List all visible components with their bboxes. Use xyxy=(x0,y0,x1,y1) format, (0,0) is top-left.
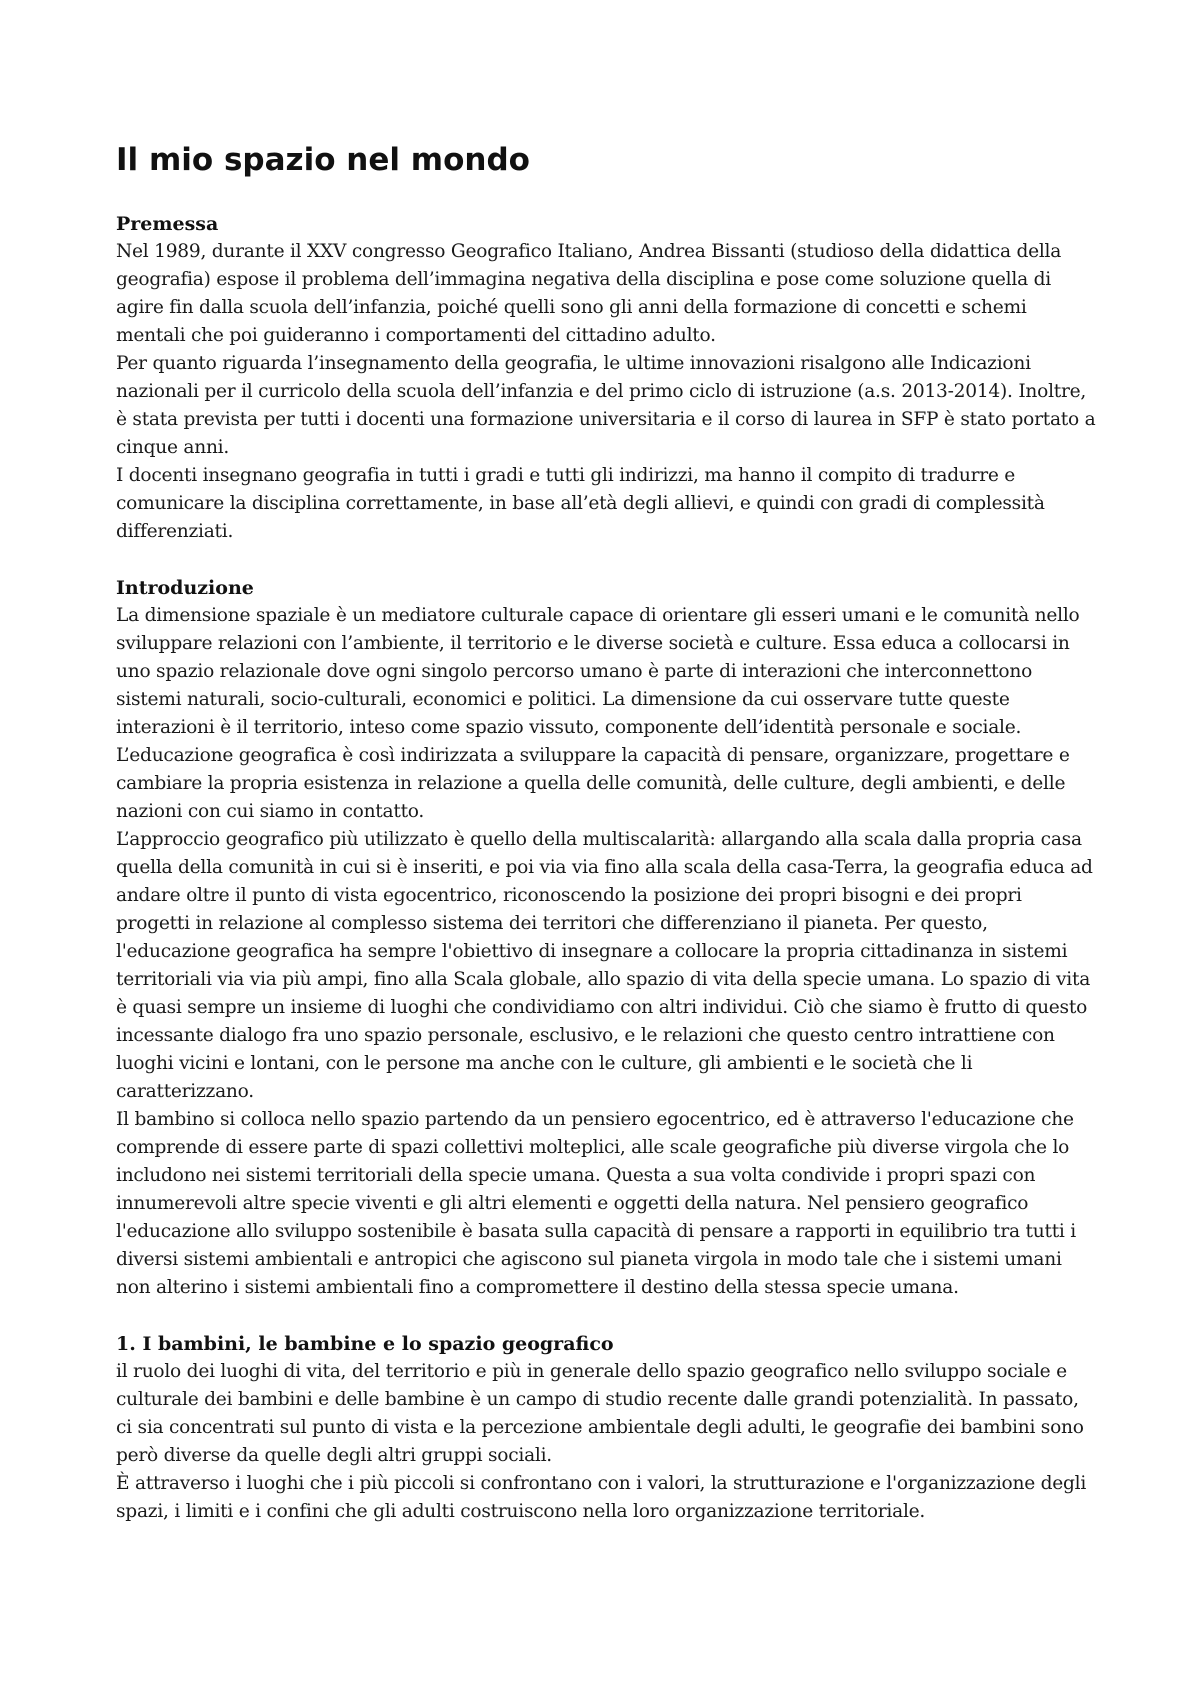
paragraph: L’approccio geografico più utilizzato è quello della multiscalarità: allargando alla scala dalla propria casa quella della comunità in cui si è inseriti, e poi via via fino alla scala della casa-Terra, la geografia educa ad andare oltre il punto di vista egocentrico, riconoscendo la posizione dei propri bisogni e dei propri progetti in relazione al complesso sistema dei territori che differenziano il pianeta. Per questo, l'educazione geografica ha sempre l'obiettivo di insegnare a collocare la propria cittadinanza in sistemi territoriali via via più ampi, fino alla Scala globale, allo spazio di vita della specie umana. Lo spazio di vita è quasi sempre un insieme di luoghi che condividiamo con altri individui. Ciò che siamo è frutto di questo incessante dialogo fra uno spazio personale, esclusivo, e le relazioni che questo centro intrattiene con luoghi vicini e lontani, con le persone ma anche con le culture, gli ambienti e le società che li caratterizzano. xyxy=(116,829,1093,1102)
paragraph: È attraverso i luoghi che i più piccoli si confrontano con i valori, la strutturazione e l'organizzazione degli spazi, i limiti e i confini che gli adulti costruiscono nella loro organizzazione territoriale. xyxy=(116,1473,1087,1522)
section-premessa xyxy=(116,210,1096,546)
paragraph: il ruolo dei luoghi di vita, del territorio e più in generale dello spazio geografico nello sviluppo sociale e culturale dei bambini e delle bambine è un campo di studio recente dalle grandi potenzialità. In passato, ci sia concentrati sul punto di vista e la percezione ambientale degli adulti, le geografie dei bambini sono però diverse da quelle degli altri gruppi sociali. xyxy=(116,1361,1084,1466)
paragraph: I docenti insegnano geografia in tutti i gradi e tutti gli indirizzi, ma hanno il compito di tradurre e comunicare la disciplina correttamente, in base all’età degli allievi, e quindi con gradi di complessità differenziati. xyxy=(116,465,1045,542)
section-heading: Premessa xyxy=(116,213,219,235)
document-body xyxy=(116,140,1096,1526)
section-introduzione xyxy=(116,574,1096,1302)
paragraph: Per quanto riguarda l’insegnamento della geografia, le ultime innovazioni risalgono alle Indicazioni nazionali per il curricolo della scuola dell’infanzia e del primo ciclo di istruzione (a.s. 2013-2014). Inoltre, è stata prevista per tutti i docenti una formazione universitaria e il corso di laurea in SFP è stato portato a cinque anni. xyxy=(116,353,1096,458)
paragraph: Il bambino si colloca nello spazio partendo da un pensiero egocentrico, ed è attraverso l'educazione che comprende di essere parte di spazi collettivi molteplici, alle scale geografiche più diverse virgola che lo includono nei sistemi territoriali della specie umana. Questa a sua volta condivide i propri spazi con innumerevoli altre specie viventi e gli altri elementi e oggetti della natura. Nel pensiero geografico l'educazione allo sviluppo sostenibile è basata sulla capacità di pensare a rapporti in equilibrio tra tutti i diversi sistemi ambientali e antropici che agiscono sul pianeta virgola in modo tale che i sistemi umani non alterino i sistemi ambientali fino a compromettere il destino della stessa specie umana. xyxy=(116,1109,1076,1298)
section-heading: Introduzione xyxy=(116,577,254,599)
paragraph: Nel 1989, durante il XXV congresso Geografico Italiano, Andrea Bissanti (studioso della didattica della geografia) espose il problema dell’immagina negativa della disciplina e pose come soluzione quella di agire fin dalla scuola dell’infanzia, poiché quelli sono gli anni della formazione di concetti e schemi mentali che poi guideranno i comportamenti del cittadino adulto. xyxy=(116,241,1062,346)
section-bambini-spazio-geografico xyxy=(116,1330,1096,1526)
section-heading: 1. I bambini, le bambine e lo spazio geografico xyxy=(116,1333,614,1355)
paragraph: La dimensione spaziale è un mediatore culturale capace di orientare gli esseri umani e le comunità nello sviluppare relazioni con l’ambiente, il territorio e le diverse società e culture. Essa educa a collocarsi in uno spazio relazionale dove ogni singolo percorso umano è parte di interazioni che interconnettono sistemi naturali, socio-culturali, economici e politici. La dimensione da cui osservare tutte queste interazioni è il territorio, inteso come spazio vissuto, componente dell’identità personale e sociale. L’educazione geografica è così indirizzata a sviluppare la capacità di pensare, organizzare, progettare e cambiare la propria esistenza in relazione a quella delle comunità, delle culture, degli ambienti, e delle nazioni con cui siamo in contatto. xyxy=(116,605,1080,822)
document-title: Il mio spazio nel mondo xyxy=(116,142,530,178)
